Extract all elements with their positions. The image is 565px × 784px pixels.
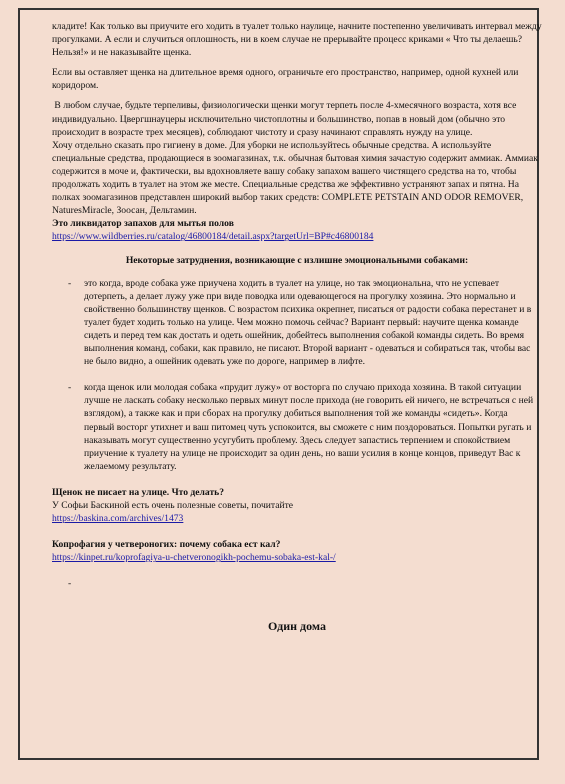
section-title-alone-at-home: Один дома bbox=[267, 619, 326, 634]
list-item bbox=[52, 577, 542, 590]
list-item bbox=[52, 381, 542, 473]
paragraph-be-patient: В любом случае, будьте терпеливы, физиологически щенки могут терпеть после 4-хмесячного возраста, хотя все индивидуально. Цвергшнауцеры исключительно чистоплотны и большинство, попав в новый дом (обычно это происходит в возрасте трех месяцев), соблюдают чистоту и сразу начинают справлять нужду на улице. bbox=[52, 100, 519, 138]
dash-bullet: - bbox=[68, 578, 72, 590]
list-item-text: это когда, вроде собака уже приучена ходить в туалет на улице, но так эмоциональна, что не успевает дотерпеть, а делает лужу уже при виде поводка или одевающегося на прогулку хозяина. Это нормально и свойственно большинству щенков. С возрастом психика окрепнет, писаться от радости собака перестанет и в туалет будет ходить только на улице. Чем можно помочь сейчас? Вариант первый: научите щенка команде сидеть и перед тем как достать и одеть ошейник, добейтесь выполнения собакой команды сидеть. Во время выполнения команд, собаки, как правило, не писают. Второй вариант - одеваться и собираться так, чтобы вас не было видно, а ошейник одевать уже по дороге, например в лифте. bbox=[84, 277, 532, 368]
list-item bbox=[52, 277, 542, 369]
section-title-not-peeing: Щенок не писает на улице. Что делать? bbox=[52, 486, 225, 498]
dash-bullet: - bbox=[68, 277, 72, 289]
dash-bullet: - bbox=[68, 382, 72, 394]
document-page bbox=[18, 8, 542, 760]
paragraph-training-intervals: кладите! Как только вы приучите его ходить в туалет только наулице, начните постепенно увеличивать интервал между прогулками. А если и случиться оплошность, ни в коем случае не прерывайте процесс криками « Что ты делаешь? Нельзя!» и не наказывайте щенка. bbox=[52, 21, 542, 59]
section-heading-emotional-dogs: Некоторые затруднения, возникающие с излишне эмоциональными собаками: bbox=[125, 254, 469, 266]
liquidator-title: Это ликвидатор запахов для мытья полов bbox=[52, 218, 234, 230]
paragraph-hygiene: Хочу отдельно сказать про гигиену в доме. Для уборки не используйтесь обычные средства. А используйте специальные средства, продающиеся в зоомагазинах, т.к. обычная бытовая химия зачастую содержит аммиак. Аммиак содержится в моче и, фактически, вы вдохновляете вашу собаку запахом вашего чистящего средства на то, чтобы продолжать ходить в туалет на этом же месте. Специальные средства же эффективно устраняют запах и пятна. На полках зоомагазинов представлен широкий выбор таких средств: COMPLETE PETSTAIN AND ODOR REMOVER, NaturesMiracle, Зоосан, Дельтамин. bbox=[52, 139, 538, 217]
baskina-advice-text: У Софьи Баскиной есть очень полезные советы, почитайте bbox=[52, 500, 294, 511]
section-title-coprophagia: Копрофагия у четвероногих: почему собака ест кал? bbox=[52, 539, 281, 551]
kinpet-link[interactable]: https://kinpet.ru/koprofagiya-u-chetveronogikh-pochemu-sobaka-est-kal-/ bbox=[52, 552, 336, 564]
list-item-text: когда щенок или молодая собака «прудит лужу» от восторга по случаю прихода хозяина. В такой ситуации лучше не ласкать собаку несколько первых минут после прихода (не говорить ей ничего, не встречаться с ней взглядом), а также как и при сборах на прогулку добиться выполнения той же команды «сидеть». Когда первый восторг утихнет и ваш питомец чуть успокоится, вы сможете с ним поздороваться. Попытки ругать и наказывать могут существенно усугубить проблему. Здесь следует запастись терпением и спокойствием приучение к туалету на улице не происходит за один день, но ваши усилия в конце концов, приведут Вас к желаемому результату. bbox=[84, 382, 534, 472]
wildberries-link[interactable]: https://www.wildberries.ru/catalog/46800184/detail.aspx?targetUrl=BP#c46800184 bbox=[52, 231, 374, 243]
document-content bbox=[52, 20, 542, 634]
difficulties-list bbox=[52, 277, 542, 473]
empty-list bbox=[52, 577, 542, 590]
paragraph-limit-space: Если вы оставляет щенка на длительное время одного, ограничьте его пространство, например, одной кухней или коридором. bbox=[52, 67, 519, 92]
baskina-link[interactable]: https://baskina.com/archives/1473 bbox=[52, 513, 184, 525]
